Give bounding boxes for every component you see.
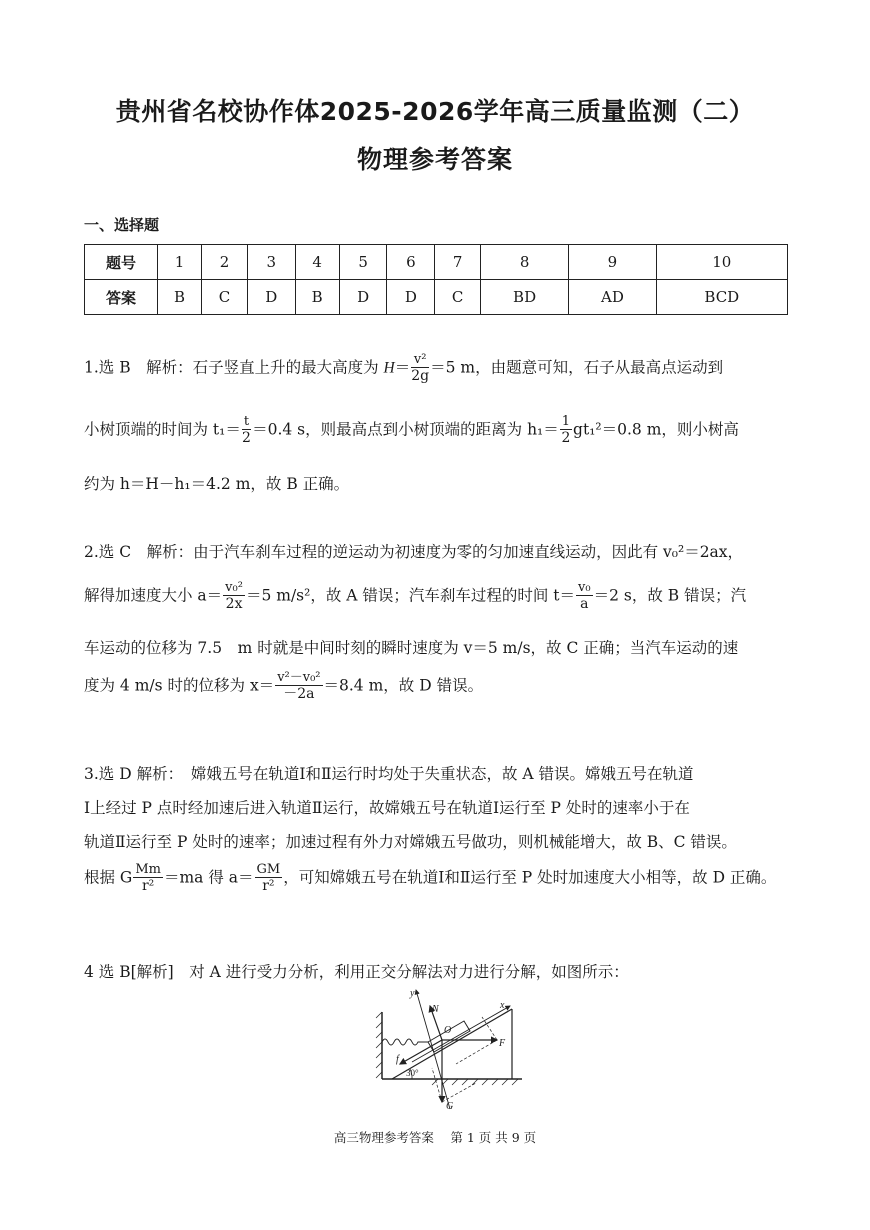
label-o: O [444, 1025, 452, 1036]
fraction [576, 580, 593, 613]
label-x: x [500, 1000, 505, 1011]
fraction [223, 580, 245, 613]
text-line [84, 580, 746, 613]
fraction-numerator: GM [256, 862, 281, 877]
label-g: G [446, 1101, 454, 1112]
table-cell: BD [480, 280, 568, 315]
table-cell: D [339, 280, 387, 315]
table-cell: D [387, 280, 435, 315]
fraction-numerator: 1 [561, 414, 571, 429]
table-cell: D [247, 280, 295, 315]
label-angle: 30° [406, 1068, 419, 1078]
table-cell: BCD [656, 280, 787, 315]
answer-table [84, 244, 788, 315]
fraction-numerator: v₀² [225, 580, 243, 595]
document-title: 贵州省名校协作体2025-2026学年高三质量监测（二） [115, 97, 755, 126]
text-run: ，可知嫦娥五号在轨道Ⅰ和Ⅱ运行至 P 处时加速度大小相等，故 D 正确。 [283, 868, 777, 887]
section-heading: 一、选择题 [84, 216, 160, 234]
x-axis [412, 1006, 510, 1062]
table-header-cell: 题号 [85, 245, 158, 280]
text-line [84, 352, 723, 385]
table-row [85, 280, 788, 315]
fraction [560, 414, 572, 447]
table-row [85, 245, 788, 280]
text-run: 解得加速度大小 a＝ [84, 586, 223, 605]
text-run: ＝2 s，故 B 错误；汽 [593, 586, 747, 605]
text-line: 约为 h＝H－h₁＝4.2 m，故 B 正确。 [84, 475, 350, 493]
table-cell: AD [569, 280, 656, 315]
table-cell: B [295, 280, 339, 315]
text-line: 3.选 D 解析： 嫦娥五号在轨道Ⅰ和Ⅱ运行时均处于失重状态，故 A 错误。嫦娥五号在轨道 [84, 765, 694, 783]
fraction-denominator: r² [141, 878, 155, 894]
text-line: Ⅰ上经过 P 点时经加速后进入轨道Ⅱ运行，故嫦娥五号在轨道Ⅰ运行至 P 处时的速率小于在 [84, 799, 690, 817]
table-cell: 4 [295, 245, 339, 280]
label-friction: f [396, 1054, 399, 1065]
text-run: 根据 G [84, 868, 133, 887]
text-line: 4 选 B[解析] 对 A 进行受力分析，利用正交分解法对力进行分解，如图所示： [84, 963, 629, 981]
fraction-denominator: 2g [411, 368, 430, 384]
table-cell: 3 [247, 245, 295, 280]
fraction-denominator: a [580, 596, 589, 612]
text-run: ＝ma 得 a＝ [163, 868, 254, 887]
fraction [255, 862, 283, 895]
table-cell: C [202, 280, 248, 315]
text-run: ＝5 m，由题意可知，石子从最高点运动到 [430, 358, 724, 377]
fraction-numerator: v² [411, 352, 429, 368]
label-n: N [432, 1004, 439, 1015]
text-run: 度为 4 m/s 时的位移为 x＝ [84, 676, 275, 695]
text-line [84, 414, 739, 447]
label-y: y [410, 988, 415, 999]
document-subtitle: 物理参考答案 [356, 145, 513, 174]
wall-hatch [376, 1012, 382, 1078]
table-cell: 8 [480, 245, 568, 280]
fraction-numerator: Mm [135, 862, 161, 877]
fraction-numerator: v₀ [578, 580, 591, 595]
force-diagram [372, 984, 532, 1114]
table-cell: 5 [339, 245, 387, 280]
table-cell: 7 [435, 245, 481, 280]
fraction-numerator: t [243, 414, 250, 429]
text-run: ＝0.4 s，则最高点到小树顶端的距离为 h₁＝ [252, 420, 559, 439]
fraction-denominator: r² [262, 878, 275, 894]
fraction [242, 414, 251, 447]
fraction [411, 352, 429, 385]
text-run: 1.选 B 解析：石子竖直上升的最大高度为 [84, 358, 384, 377]
text-line [84, 670, 483, 703]
table-cell: 9 [569, 245, 656, 280]
fraction-denominator: 2 [561, 430, 571, 446]
fraction-denominator: 2x [225, 596, 243, 612]
page-footer: 高三物理参考答案 第 1 页 共 9 页 [333, 1130, 537, 1145]
table-cell: 1 [158, 245, 202, 280]
spring [382, 1039, 430, 1045]
fraction [133, 862, 163, 895]
math-var: H [383, 359, 395, 377]
text-line: 2.选 C 解析：由于汽车刹车过程的逆运动为初速度为零的匀加速直线运动，因此有 v₀²＝2ax， [84, 543, 744, 561]
text-run: ＝ [394, 358, 411, 377]
fraction [275, 670, 322, 703]
ground-hatch [432, 1079, 518, 1085]
table-header-cell: 答案 [85, 280, 158, 315]
text-line: 车运动的位移为 7.5 m 时就是中间时刻的瞬时速度为 v＝5 m/s，故 C 正确；当汽车运动的速 [84, 639, 739, 657]
text-line [84, 862, 776, 895]
fraction-numerator: v²－v₀² [277, 670, 321, 685]
table-cell: 10 [656, 245, 787, 280]
text-run: ＝5 m/s²，故 A 错误；汽车刹车过程的时间 t＝ [245, 586, 576, 605]
text-line: 轨道Ⅱ运行至 P 处时的速率；加速过程有外力对嫦娥五号做功，则机械能增大，故 B、C 错误。 [84, 833, 737, 851]
text-run: ＝8.4 m，故 D 错误。 [323, 676, 484, 695]
label-f: F [499, 1038, 506, 1049]
table-cell: 2 [202, 245, 248, 280]
table-cell: 6 [387, 245, 435, 280]
table-cell: C [435, 280, 481, 315]
text-run: gt₁²＝0.8 m，则小树高 [573, 420, 739, 439]
fraction-denominator: 2 [242, 430, 251, 446]
text-run: 小树顶端的时间为 t₁＝ [84, 420, 241, 439]
diagram-labels [396, 988, 506, 1112]
fraction-denominator: －2a [283, 686, 315, 702]
table-cell: B [158, 280, 202, 315]
